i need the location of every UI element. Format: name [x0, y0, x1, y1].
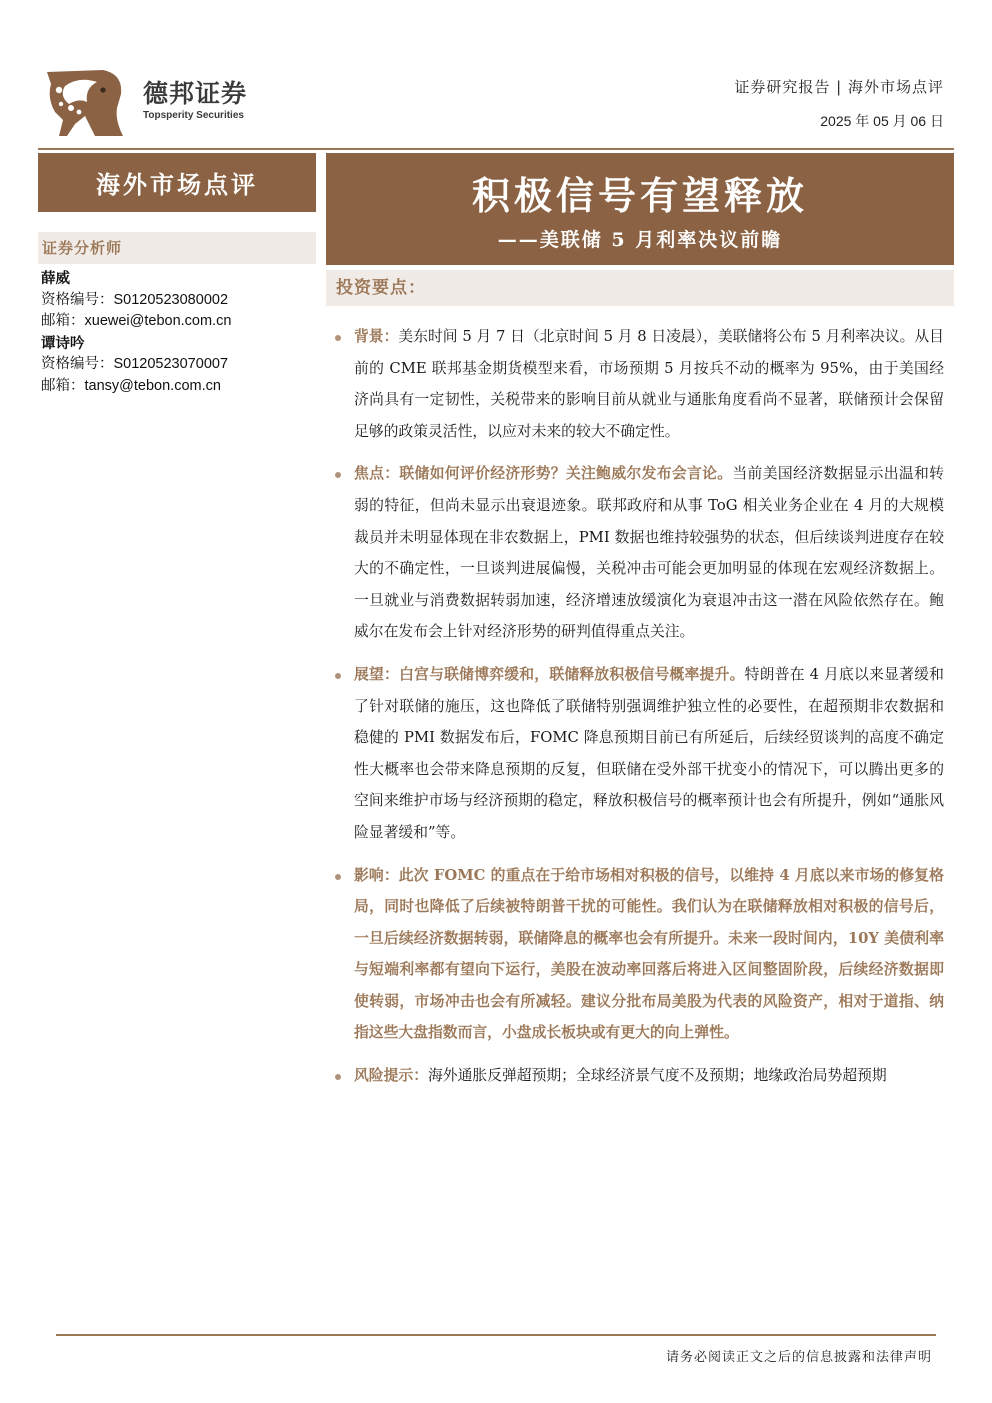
key-points-heading: 投资要点：: [326, 270, 954, 306]
report-title: 积极信号有望释放: [471, 173, 808, 218]
report-date: 2025 年 05 月 06 日: [820, 113, 944, 129]
analyst-email: 邮箱：xuewei@tebon.com.cn: [41, 313, 232, 329]
disclaimer-footer: 请务必阅读正文之后的信息披露和法律声明: [665, 1350, 932, 1365]
top-divider: [38, 148, 954, 150]
analyst-email: 邮箱：tansy@tebon.com.cn: [41, 377, 221, 394]
key-point-background: 背景：美东时间 5 月 7 日（北京时间 5 月 8 日凌晨），美联储将公布 5 月利率决议。从目前的 CME 联邦基金期货模型来看，市场预期 5 月按兵不动的概率为 95%，由于美国经济尚具有一定韧性，关税带来的影响目前从就业与通胀角度看尚不显著，联储预计会保留足够的政策灵活性，以应对未来的较大不确定性。: [354, 321, 944, 447]
analyst-cert: 资格编号：S0120523080002: [41, 291, 229, 308]
brand-name-en: Topsperity Securities: [143, 110, 244, 121]
key-point-impact: 影响：此次 FOMC 的重点在于给市场相对积极的信号，以维持 4 月底以来市场的修复格局，同时也降低了后续被特朗普干扰的可能性。我们认为在联储释放相对积极的信号后，一旦后续经济数据转弱，联储降息的概率也会有所提升。未来一段时间内，10Y 美债利率与短端利率都有望向下运行，美股在波动率回落后将进入区间整固阶段，后续经济数据即使转弱，市场冲击也会有所减轻。建议分批布局美股为代表的风险资产，相对于道指、纳指这些大盘指数而言，小盘成长板块或有更大的向上弹性。: [354, 860, 944, 1050]
bottom-divider: [56, 1334, 936, 1336]
report-header: [734, 76, 944, 131]
analyst-name: 谭诗吟: [41, 334, 85, 352]
analysts-heading: 证券分析师: [38, 232, 316, 264]
leopard-logo-icon: [45, 68, 125, 138]
analyst-list: [41, 268, 231, 397]
key-point-risk: 风险提示：海外通胀反弹超预期；全球经济景气度不及预期；地缘政治局势超预期: [354, 1060, 944, 1092]
analyst-name: 薛威: [41, 270, 70, 287]
analyst-cert: 资格编号：S0120523070007: [41, 356, 229, 372]
brand-name-cn: 德邦证券: [143, 79, 248, 108]
title-banner: [326, 153, 954, 265]
company-logo: [45, 68, 247, 138]
category-banner: 海外市场点评: [38, 153, 316, 212]
report-type: 证券研究报告 | 海外市场点评: [734, 78, 944, 96]
key-point-focus: 焦点：联储如何评价经济形势？关注鲍威尔发布会言论。当前美国经济数据显示出温和转弱的特征，但尚未显示出衰退迹象。联邦政府和从事 ToG 相关业务企业在 4 月的大规模裁员并未明显体现在非农数据上，PMI 数据也维持较强势的状态，但后续谈判进度存在较大的不确定性，一旦谈判进展偏慢，关税冲击可能会更加明显的体现在宏观经济数据上。一旦就业与消费数据转弱加速，经济增速放缓演化为衰退冲击这一潜在风险依然存在。鲍威尔在发布会上针对经济形势的研判值得重点关注。: [354, 458, 944, 648]
key-points-list: [354, 321, 944, 1103]
report-subtitle: ——美联储 5 月利率决议前瞻: [497, 229, 783, 251]
key-point-outlook: 展望：白宫与联储博弈缓和，联储释放积极信号概率提升。特朗普在 4 月底以来显著缓和了针对联储的施压，这也降低了联储特别强调维护独立性的必要性，在超预期非农数据和稳健的 PMI 数据发布后，FOMC 降息预期目前已有所延后，后续经贸谈判的高度不确定性大概率也会带来降息预期的反复，但联储在受外部干扰变小的情况下，可以腾出更多的空间来维护市场与经济预期的稳定，释放积极信号的概率预计也会有所提升，例如“通胀风险显著缓和”等。: [354, 659, 944, 849]
